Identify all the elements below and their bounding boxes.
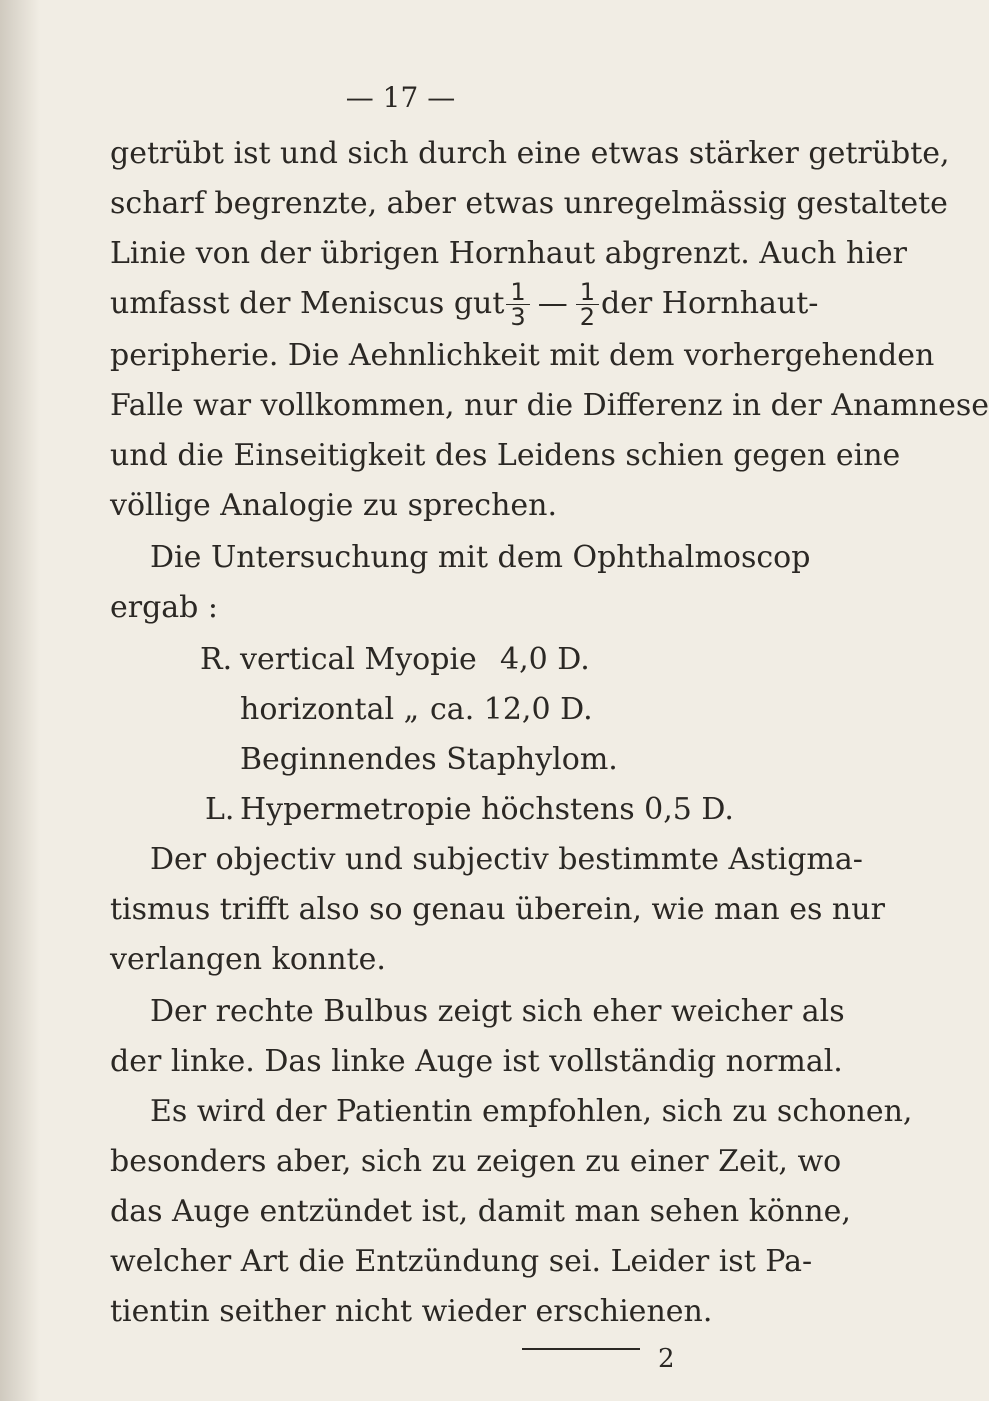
footer-rule [522, 1348, 640, 1350]
page-number: — 17 — [345, 81, 456, 114]
paragraph1-line2: scharf begrenzte, aber etwas unregelmässig gestaltete [110, 186, 948, 221]
paragraph5-line3: das Auge entzündet ist, damit man sehen könne, [110, 1194, 851, 1229]
finding-r-label: R. [200, 642, 233, 677]
paragraph2-line1: Die Untersuchung mit dem Ophthalmoscop [150, 540, 811, 575]
paragraph2-line2: ergab : [110, 590, 219, 625]
fraction-dash: — [537, 286, 568, 321]
paragraph1-line8: völlige Analogie zu sprechen. [110, 488, 557, 523]
paragraph1-line4 [110, 276, 819, 332]
signature-mark: 2 [658, 1344, 675, 1374]
paragraph1-line3: Linie von der übrigen Hornhaut abgrenzt. Auch hier [110, 236, 908, 271]
paragraph5-line5: tientin seither nicht wieder erschienen. [110, 1294, 713, 1329]
finding-l-label: L. [205, 792, 235, 827]
finding-r-staphylom: Beginnendes Staphylom. [240, 742, 618, 777]
paragraph1-line6: Falle war vollkommen, nur die Differenz in der Anamnese [110, 388, 989, 423]
fraction-one-half: $\frac{1}{2}$ [576, 280, 599, 329]
page-edge-shadow [0, 0, 40, 1401]
finding-r-horizontal: horizontal „ [240, 692, 420, 727]
finding-l-text: Hypermetropie höchstens 0,5 D. [240, 792, 734, 827]
fraction-one-third: $\frac{1}{3}$ [506, 280, 529, 329]
paragraph1-line5: peripherie. Die Aehnlichkeit mit dem vorhergehenden [110, 338, 935, 373]
paragraph3-line2: tismus trifft also so genau überein, wie man es nur [110, 892, 885, 927]
paragraph1-line1: getrübt ist und sich durch eine etwas stärker getrübte, [110, 136, 950, 171]
paragraph1-line7: und die Einseitigkeit des Leidens schien gegen eine [110, 438, 901, 473]
fraction-group [504, 277, 601, 331]
paragraph5-line4: welcher Art die Entzündung sei. Leider ist Pa- [110, 1244, 813, 1279]
line4-start: umfasst der Meniscus gut [110, 286, 505, 321]
finding-r-vertical-value: 4,0 D. [500, 642, 590, 677]
paragraph3-line3: verlangen konnte. [110, 942, 386, 977]
paragraph4-line2: der linke. Das linke Auge ist vollständig normal. [110, 1044, 843, 1079]
paragraph4-line1: Der rechte Bulbus zeigt sich eher weicher als [150, 994, 845, 1029]
paragraph5-line2: besonders aber, sich zu zeigen zu einer Zeit, wo [110, 1144, 842, 1179]
line4-end: der Hornhaut- [600, 286, 819, 321]
paragraph3-line1: Der objectiv und subjectiv bestimmte Astigma- [150, 842, 863, 877]
finding-r-horizontal-value: ca. 12,0 D. [430, 692, 593, 727]
paragraph5-line1: Es wird der Patientin empfohlen, sich zu schonen, [150, 1094, 913, 1129]
finding-r-vertical: vertical Myopie [240, 642, 477, 677]
